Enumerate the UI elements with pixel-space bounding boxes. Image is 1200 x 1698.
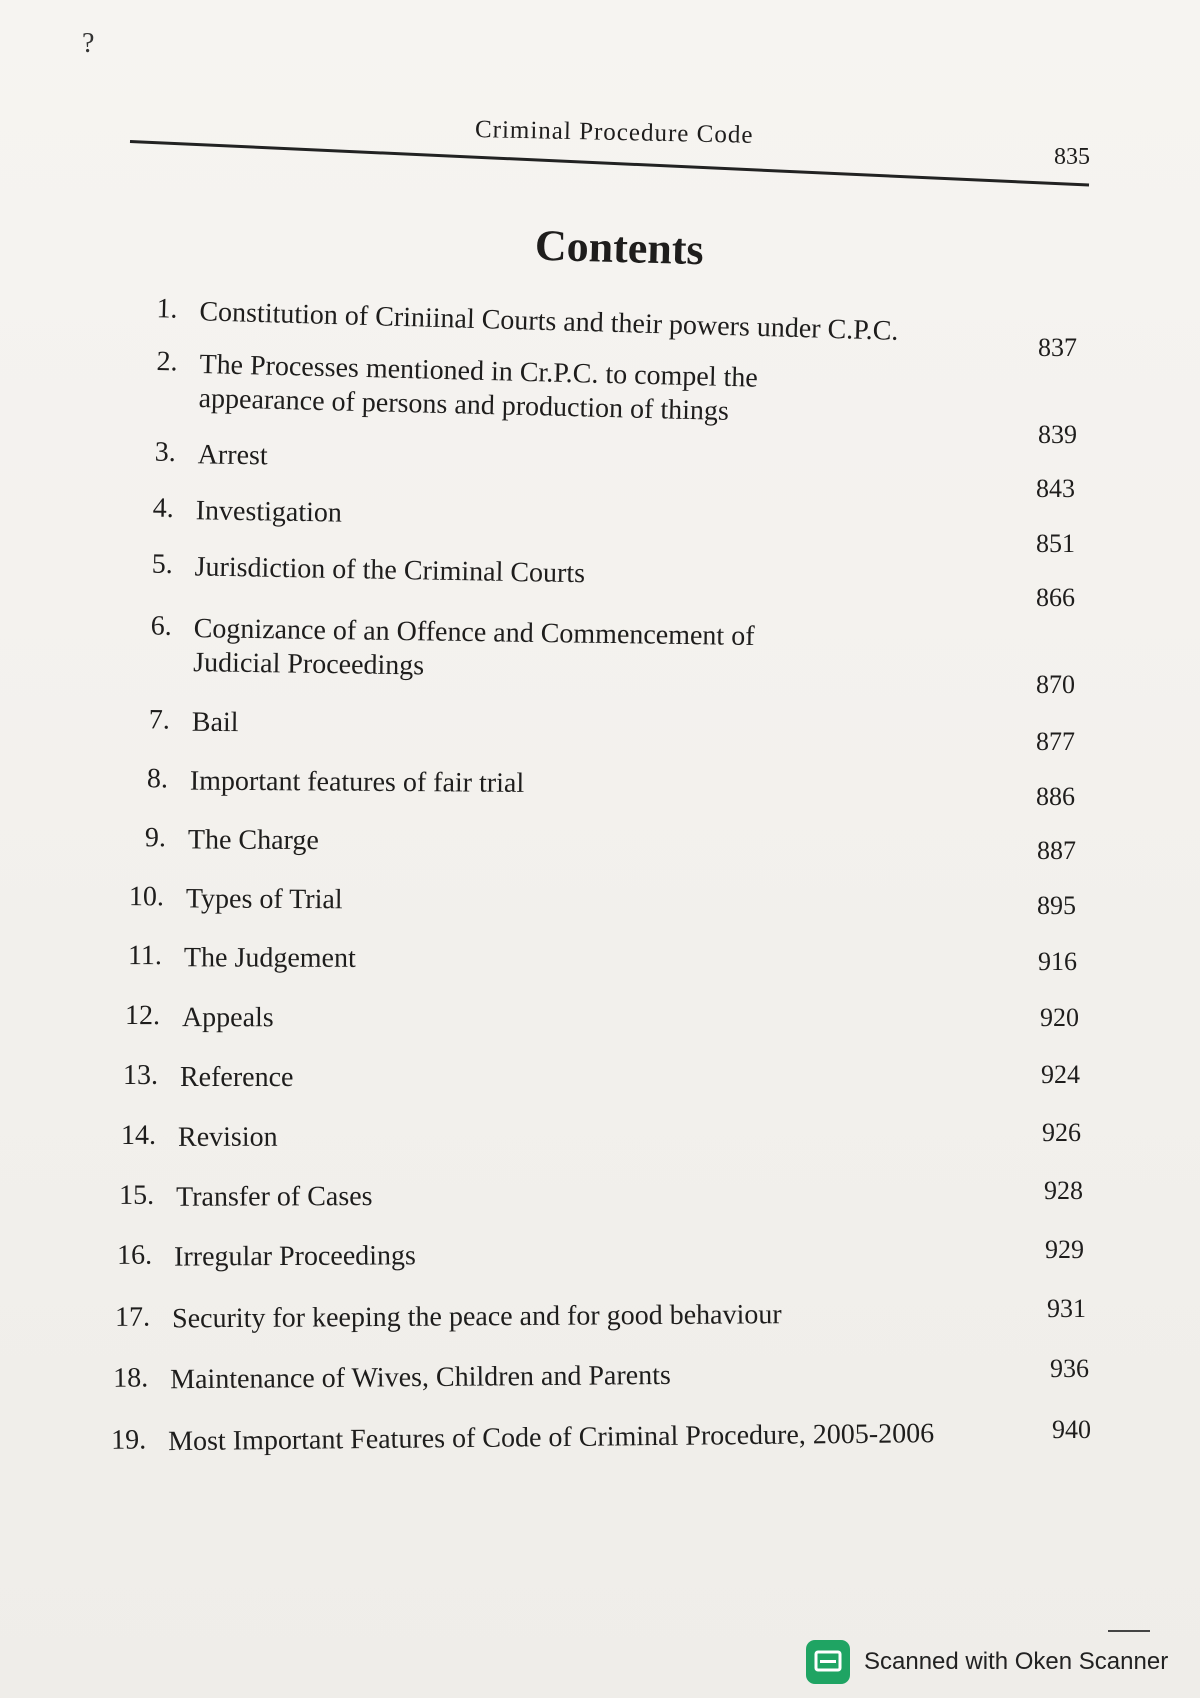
toc-entry-page-number: 886 bbox=[1036, 782, 1075, 811]
toc-entry-number: 6. bbox=[150, 610, 172, 642]
toc-entry-title: Important features of fair trial bbox=[189, 765, 525, 799]
toc-entry-number: 3. bbox=[154, 436, 176, 468]
footer-rule bbox=[1108, 1630, 1150, 1632]
toc-entry-number: 7. bbox=[148, 704, 170, 736]
toc-entry-number: 2. bbox=[156, 345, 178, 378]
toc-entry-number: 8. bbox=[146, 763, 168, 795]
toc-entry-page-number: 895 bbox=[1037, 891, 1076, 920]
toc-entry-page-number: 843 bbox=[1036, 474, 1075, 503]
toc-entry-number: 9. bbox=[144, 822, 166, 854]
contents-heading: Contents bbox=[534, 220, 705, 275]
toc-entry-page-number: 916 bbox=[1038, 947, 1077, 976]
toc-entry-number: 1. bbox=[156, 293, 178, 325]
toc-entry-page-number: 926 bbox=[1042, 1118, 1081, 1147]
toc-entry-number: 17. bbox=[114, 1301, 151, 1333]
toc-entry-title: The Processes mentioned in Cr.P.C. to compel the bbox=[199, 349, 759, 394]
toc-entry-title: Reference bbox=[180, 1062, 294, 1093]
toc-entry-number: 11. bbox=[127, 940, 162, 972]
toc-entry-number: 14. bbox=[120, 1119, 157, 1151]
toc-entry-number: 19. bbox=[110, 1424, 147, 1456]
toc-entry-number: 10. bbox=[128, 881, 164, 913]
toc-entry-page-number: 877 bbox=[1036, 727, 1075, 756]
toc-entry-page-number: 839 bbox=[1038, 420, 1077, 449]
toc-entry-title: appearance of persons and production of things bbox=[198, 382, 730, 427]
corner-mark: ? bbox=[82, 28, 95, 59]
toc-entry-title: Bail bbox=[191, 706, 239, 739]
toc-entry-title: Transfer of Cases bbox=[176, 1181, 373, 1213]
toc-entry-title: Cognizance of an Offence and Commencement of bbox=[193, 613, 755, 652]
toc-entry-number: 13. bbox=[123, 1060, 158, 1091]
toc-entry-page-number: 929 bbox=[1045, 1235, 1084, 1264]
toc-entry-title: Revision bbox=[178, 1121, 278, 1153]
toc-entry-page-number: 924 bbox=[1041, 1060, 1080, 1089]
toc-entry-page-number: 931 bbox=[1047, 1294, 1086, 1323]
toc-entry-number: 16. bbox=[116, 1239, 153, 1271]
toc-entry-title: Constitution of Criniinal Courts and their powers under C.P.C. bbox=[199, 296, 899, 347]
toc-entry-title: Most Important Features of Code of Criminal Procedure, 2005-2006 bbox=[168, 1418, 935, 1458]
toc-entry-page-number: 870 bbox=[1036, 670, 1075, 699]
toc-entry-title: Investigation bbox=[195, 495, 343, 529]
toc-entry-title: Jurisdiction of the Criminal Courts bbox=[194, 551, 586, 590]
running-head-title: Criminal Procedure Code bbox=[474, 116, 754, 149]
toc-entry-number: 18. bbox=[112, 1362, 149, 1394]
running-head-page-number: 835 bbox=[1054, 144, 1090, 170]
toc-entry-title: Judicial Proceedings bbox=[193, 647, 425, 682]
toc-entry-title: Security for keeping the peace and for good behaviour bbox=[172, 1299, 782, 1335]
toc-entry-number: 4. bbox=[152, 492, 174, 524]
scanner-watermark bbox=[806, 1640, 1168, 1684]
toc-entry-title: Maintenance of Wives, Children and Parents bbox=[170, 1359, 671, 1396]
toc-entry-title: Arrest bbox=[197, 439, 268, 472]
toc-entry-number: 12. bbox=[124, 1000, 160, 1032]
toc-entry-number: 15. bbox=[118, 1179, 155, 1211]
toc-entry-page-number: 851 bbox=[1036, 529, 1075, 558]
toc-entry-page-number: 936 bbox=[1050, 1354, 1089, 1383]
toc-entry-number: 5. bbox=[151, 548, 173, 581]
toc-entry-page-number: 887 bbox=[1037, 836, 1076, 865]
toc-entry-title: Appeals bbox=[181, 1002, 274, 1034]
toc-entry-page-number: 928 bbox=[1044, 1176, 1083, 1205]
toc-entry-page-number: 920 bbox=[1040, 1003, 1079, 1032]
scanner-watermark-label: Scanned with Oken Scanner bbox=[864, 1648, 1169, 1675]
toc-entry-page-number: 866 bbox=[1036, 583, 1075, 612]
toc-entry-page-number: 940 bbox=[1052, 1415, 1091, 1444]
toc-entry-page-number: 837 bbox=[1038, 333, 1077, 362]
toc-entry-title: The Judgement bbox=[183, 942, 356, 974]
toc-entry-title: Types of Trial bbox=[185, 883, 343, 916]
scanner-app-icon bbox=[806, 1640, 850, 1684]
toc-entry-title: Irregular Proceedings bbox=[174, 1240, 416, 1273]
toc-entry-title: The Charge bbox=[187, 824, 319, 857]
